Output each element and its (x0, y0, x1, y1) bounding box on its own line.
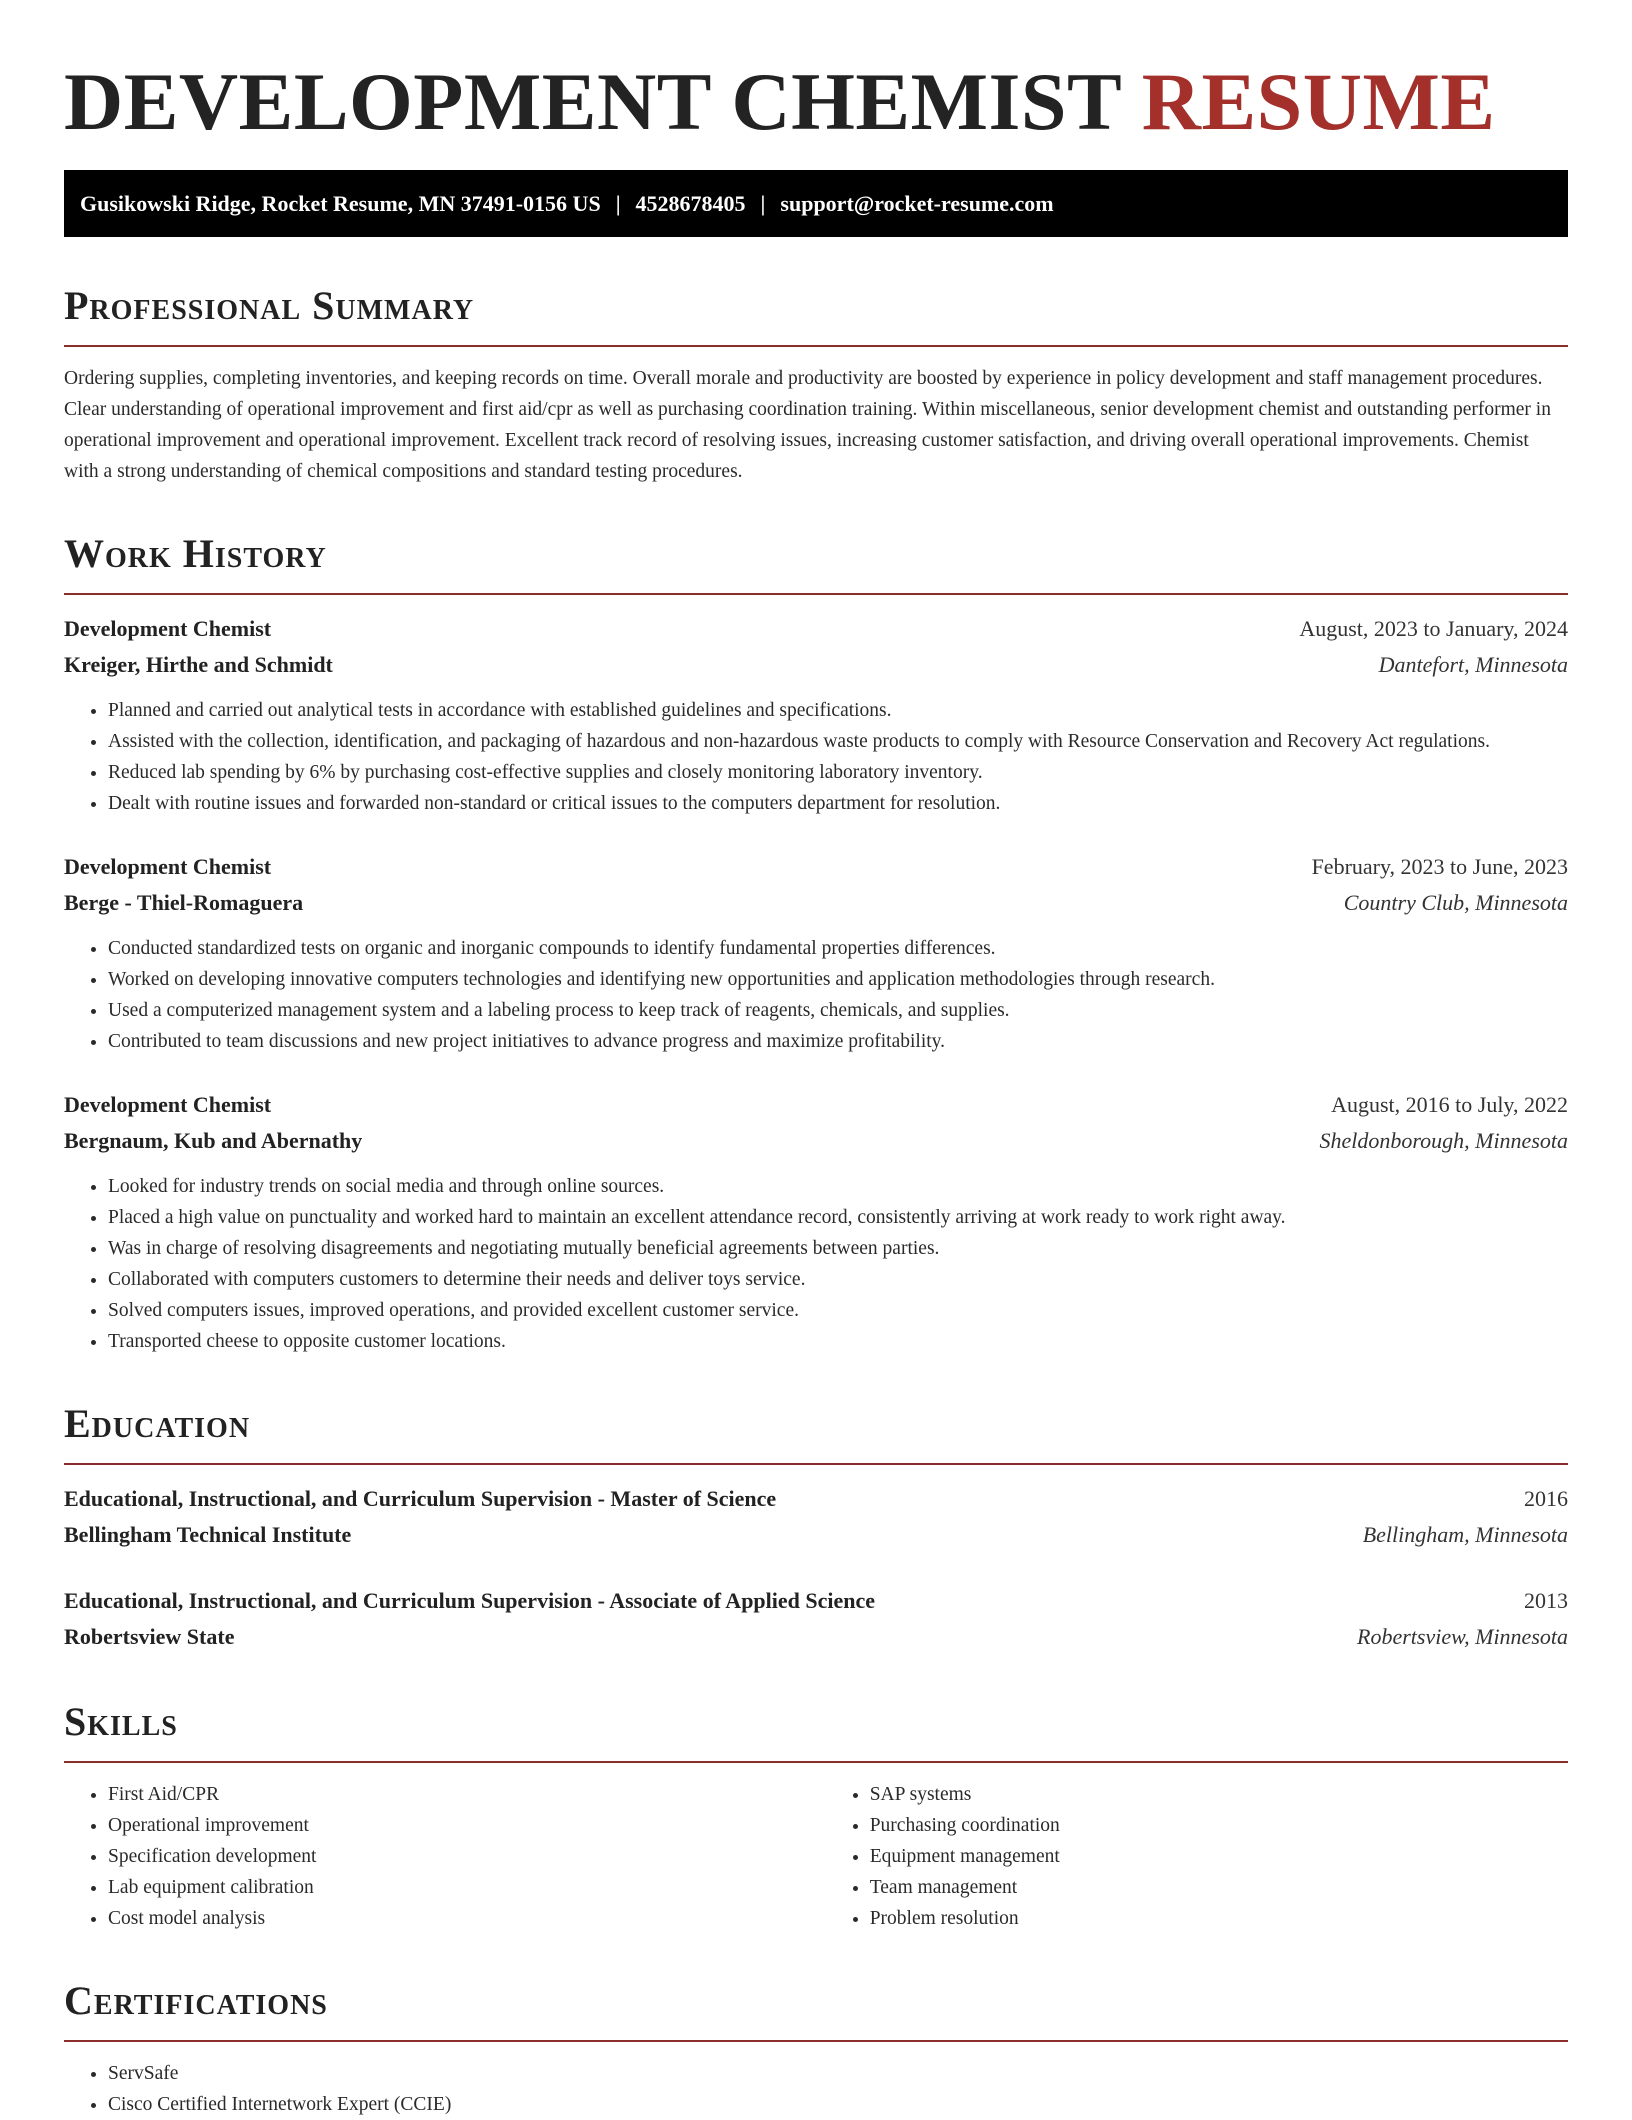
skill-item: • SAP systems (870, 1779, 1568, 1810)
education-entry (64, 1481, 1568, 1553)
skill-item: • Problem resolution (870, 1903, 1568, 1934)
skill-item: • Specification development (108, 1841, 826, 1872)
contact-phone: 4528678405 (635, 190, 746, 216)
skill-item: • Equipment management (870, 1841, 1568, 1872)
job-bullet: • Contributed to team discussions and new project initiatives to advance progress and maximize profitability. (108, 1026, 1568, 1057)
job-company: Kreiger, Hirthe and Schmidt (64, 652, 333, 677)
contact-email: support@rocket-resume.com (780, 190, 1054, 216)
job-title: Development Chemist (64, 616, 272, 641)
section-divider (64, 2040, 1568, 2042)
education-degree: Educational, Instructional, and Curriculum Supervision - Master of Science (64, 1486, 777, 1511)
job-bullet: • Reduced lab spending by 6% by purchasing cost-effective supplies and closely monitoring laboratory inventory. (108, 757, 1568, 788)
skill-item: • Cost model analysis (108, 1903, 826, 1934)
job-bullet: • Assisted with the collection, identification, and packaging of hazardous and non-hazardous waste products to comply with Resource Conservation and Recovery Act regulations. (108, 726, 1568, 757)
job-bullet: • Transported cheese to opposite customer locations. (108, 1326, 1568, 1357)
job-title: Development Chemist (64, 1092, 272, 1117)
job-dates: August, 2016 to July, 2022 (1331, 1092, 1568, 1117)
education-entry (64, 1583, 1568, 1655)
job-bullet: • Collaborated with computers customers to determine their needs and deliver toys service. (108, 1264, 1568, 1295)
section-divider (64, 1463, 1568, 1465)
resume-title-accent: RESUME (1141, 56, 1496, 147)
job-title: Development Chemist (64, 854, 272, 879)
resume-title-main: DEVELOPMENT CHEMIST (64, 56, 1142, 147)
education-degree: Educational, Instructional, and Curriculum Supervision - Associate of Applied Science (64, 1588, 876, 1613)
section-divider (64, 593, 1568, 595)
section-heading: Professional Summary (64, 283, 475, 328)
summary-section (64, 283, 1568, 487)
job-bullet: • Solved computers issues, improved operations, and provided excellent customer service. (108, 1295, 1568, 1326)
skill-item: • Team management (870, 1872, 1568, 1903)
work-history-section (64, 531, 1568, 1357)
education-school: Robertsview State (64, 1624, 235, 1649)
section-heading: Work History (64, 531, 327, 576)
section-divider (64, 345, 1568, 347)
job-bullets (64, 695, 1568, 819)
section-heading: Education (64, 1401, 251, 1446)
job-company: Bergnaum, Kub and Abernathy (64, 1128, 363, 1153)
resume-title (64, 56, 1568, 148)
certifications-section (64, 1978, 1568, 2120)
section-heading: Skills (64, 1699, 178, 1744)
job-entry (64, 611, 1568, 819)
education-year: 2016 (1524, 1486, 1568, 1511)
job-bullets (64, 1171, 1568, 1357)
job-bullet: • Planned and carried out analytical tests in accordance with established guidelines and specifications. (108, 695, 1568, 726)
skills-grid (64, 1779, 1568, 1934)
certifications-list (64, 2058, 1568, 2120)
job-bullet: • Placed a high value on punctuality and worked hard to maintain an excellent attendance record, consistently arriving at work ready to work right away. (108, 1202, 1568, 1233)
job-dates: August, 2023 to January, 2024 (1299, 616, 1568, 641)
job-location: Country Club, Minnesota (1343, 890, 1568, 915)
education-school: Bellingham Technical Institute (64, 1522, 352, 1547)
job-bullets (64, 933, 1568, 1057)
skill-item: • Purchasing coordination (870, 1810, 1568, 1841)
job-bullet: • Dealt with routine issues and forwarded non-standard or critical issues to the computers department for resolution. (108, 788, 1568, 819)
certification-item: • ServSafe (108, 2058, 1568, 2089)
contact-separator: | (615, 190, 621, 216)
skills-list-left (64, 1779, 826, 1934)
resume-page (64, 0, 1568, 2120)
education-section (64, 1401, 1568, 1655)
skill-item: • Operational improvement (108, 1810, 826, 1841)
certification-item: • Cisco Certified Internetwork Expert (CCIE) (108, 2089, 1568, 2120)
contact-address: Gusikowski Ridge, Rocket Resume, MN 37491-0156 US (80, 190, 601, 216)
job-entry (64, 849, 1568, 1057)
skills-section (64, 1699, 1568, 1934)
job-bullet: • Looked for industry trends on social media and through online sources. (108, 1171, 1568, 1202)
job-entry (64, 1087, 1568, 1357)
job-location: Sheldonborough, Minnesota (1319, 1128, 1568, 1153)
section-heading: Certifications (64, 1978, 328, 2023)
job-bullet: • Worked on developing innovative computers technologies and identifying new opportunities and application methodologies through research. (108, 964, 1568, 995)
contact-separator: | (760, 190, 766, 216)
job-location: Dantefort, Minnesota (1378, 652, 1568, 677)
skills-list-right (826, 1779, 1568, 1934)
summary-text: Ordering supplies, completing inventories, and keeping records on time. Overall morale and productivity are boosted by experience in policy development and staff management procedures. Clear understanding of operational improvement and first aid/cpr as well as purchasing coordination training. Within miscellaneous, senior development chemist and outstanding performer in operational improvement and operational improvement. Excellent track record of resolving issues, increasing customer satisfaction, and driving overall operational improvements. Chemist with a strong understanding of chemical compositions and standard testing procedures. (64, 368, 1551, 482)
skill-item: • Lab equipment calibration (108, 1872, 826, 1903)
education-location: Robertsview, Minnesota (1357, 1624, 1568, 1649)
education-location: Bellingham, Minnesota (1362, 1522, 1568, 1547)
section-divider (64, 1761, 1568, 1763)
job-bullet: • Used a computerized management system and a labeling process to keep track of reagents, chemicals, and supplies. (108, 995, 1568, 1026)
education-year: 2013 (1524, 1588, 1568, 1613)
contact-bar (64, 170, 1568, 237)
job-company: Berge - Thiel-Romaguera (64, 890, 304, 915)
job-bullet: • Conducted standardized tests on organic and inorganic compounds to identify fundamental properties differences. (108, 933, 1568, 964)
job-dates: February, 2023 to June, 2023 (1311, 854, 1568, 879)
skill-item: • First Aid/CPR (108, 1779, 826, 1810)
job-bullet: • Was in charge of resolving disagreements and negotiating mutually beneficial agreements between parties. (108, 1233, 1568, 1264)
